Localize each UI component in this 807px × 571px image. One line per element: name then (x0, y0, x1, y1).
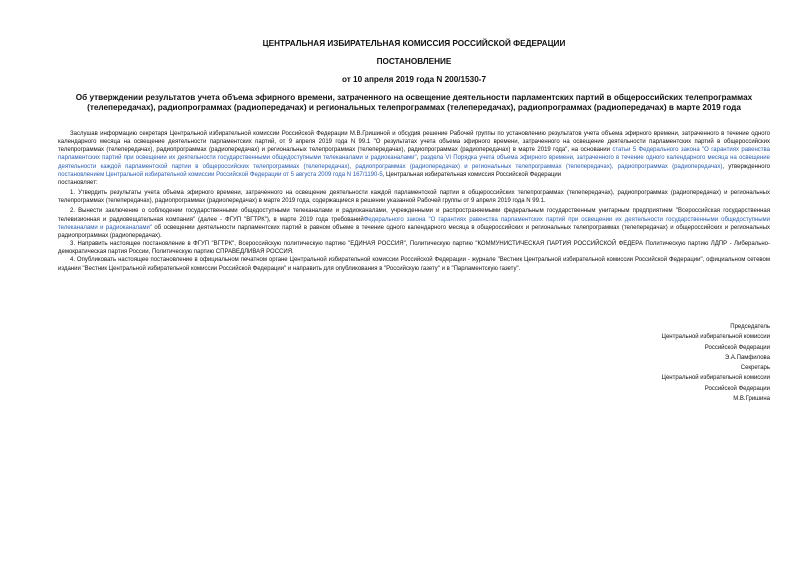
chairman-org-line-2: Российской Федерации (704, 344, 770, 351)
preamble-text-commission: , Центральная избирательная комиссия Российской Федерации (382, 171, 562, 178)
document-body (58, 130, 770, 273)
resolves-line: постановляет: (58, 179, 98, 186)
federal-law-link[interactable]: Федерального закона "О гарантиях равенства парламентских партий при освещении их деятельности государственными общедоступными телеканалами и радиоканалами" (58, 216, 770, 231)
document-title: Об утверждении результатов учета объема эфирного времени, затраченного на освещение деятельности парламентских партий в общероссийских телепрограммах (телепередачах), радиопрограммах (радиопередачах) и региональных телепрограммах (телепередачах), радиопрограммах (радиопередачах) в марте 2019 года (75, 93, 753, 113)
secretary-org-line-1: Центральной избирательной комиссии (661, 375, 770, 382)
secretary-name: М.В.Гришина (733, 396, 770, 403)
item-1-paragraph: 1. Утвердить результаты учета объема эфирного времени, затраченного на освещение деятельности каждой парламентской партии в общероссийских телепрограммах (телепередачах), радиопрограммах (радиопередачах) и региональных телепрограммах (телепередачах), радиопрограммах (радиопередачах) в марте 2019 года, содержащиеся в решении указанной Рабочей группы от 9 апреля 2019 года N 99.1. (58, 190, 770, 205)
preamble-separator: , (416, 155, 421, 162)
item-2-text-end: об освещении деятельности парламентских партий в равном объеме в течение одного календарного месяца в общероссийских и региональных телепрограммах (телепередачах) и общероссийских и региональных радиопрограммах (радиопередачах). (58, 224, 771, 239)
issuing-organization: ЦЕНТРАЛЬНАЯ ИЗБИРАТЕЛЬНАЯ КОМИССИЯ РОССИЙСКОЙ ФЕДЕРАЦИИ (262, 39, 566, 48)
document-page (58, 0, 770, 571)
item-2-text: 2. Вынести заключение о соблюдении государственными общедоступными телеканалами и радиоканалами, учрежденными и распространяемыми федеральным государственным унитарным предприятием "Всероссийская государственная телевизионная и радиовещательная компания" (далее - ФГУП "ВГТРК"), в марте 2019 года требований (58, 208, 770, 223)
law-article-5-link[interactable]: статьи 5 Федерального закона "О гарантиях равенства парламентских партий при освещении их деятельности государственными общедоступными телеканалами и радиоканалами" (58, 147, 771, 162)
document-type: ПОСТАНОВЛЕНИЕ (376, 57, 452, 66)
chairman-org-line-1: Центральной избирательной комиссии (661, 334, 770, 341)
secretary-title: Секретарь (740, 365, 770, 372)
preamble-text: Заслушав информацию секретаря Центральной избирательной комиссии Российской Федерации М.В.Гришиной и обсудив решение Рабочей группы по установлению результатов учета объема эфирного времени, затраченного в течение одного календарного месяца на освещение деятельности парламентских партий, от 9 апреля 2019 года N 99.1 "О результатах учета объема эфирного времени, затраченного на освещение деятельности парламентских партий в общероссийских телепрограммах (телепередачах), радиопрограммах (радиопередачах) и региональных телепрограммах (телепередачах), радиопрограммах (радиопередачах) в марте 2019 года", на основании (58, 131, 770, 154)
secretary-org-line-2: Российской Федерации (704, 385, 770, 392)
item-2-paragraph (58, 207, 770, 240)
procedure-section-vi-link[interactable]: раздела VI Порядка учета объема эфирного времени, затраченного в течение одного календарного месяца на освещение деятельности каждой парламентской партии в общероссийских телепрограммах (телепередачах), радиопрограммах (радиопередачах) и региональных телепрограммах (телепередачах), радиопрограммах (радиопередачах) (58, 155, 770, 170)
preamble-paragraph (58, 130, 770, 179)
item-3-paragraph: 3. Направить настоящее постановление в ФГУП "ВГТРК", Всероссийскую политическую партию "ЕДИНАЯ РОССИЯ", Политическую партию "КОММУНИСТИЧЕСКАЯ ПАРТИЯ РОССИЙСКОЙ ФЕДЕРА Политическую партию ЛДПР - Либерально-демократическая партия России, Политическую партию СПРАВЕДЛИВАЯ РОССИЯ. (58, 241, 770, 256)
signature-block (662, 322, 771, 404)
chairman-title: Председатель (730, 324, 770, 330)
preamble-text-approved: , утвержденного (722, 163, 770, 170)
chairman-name: Э.А.Памфилова (724, 354, 770, 361)
resolution-167-link[interactable]: постановлением Центральной избирательной комиссии Российской Федерации от 5 августа 2009 года N 167/1190-5 (58, 171, 383, 178)
item-4-paragraph: 4. Опубликовать настоящее постановление в официальном печатном органе Центральной избирательной комиссии Российской Федерации - журнале "Вестник Центральной избирательной комиссии Российской Федерации", официальном сетевом издании "Вестник Центральной избирательной комиссии Российской Федерации" и направить для опубликования в "Российскую газету" и в "Парламентскую газету". (58, 257, 770, 272)
document-date-number: от 10 апреля 2019 года N 200/1530-7 (341, 75, 487, 84)
